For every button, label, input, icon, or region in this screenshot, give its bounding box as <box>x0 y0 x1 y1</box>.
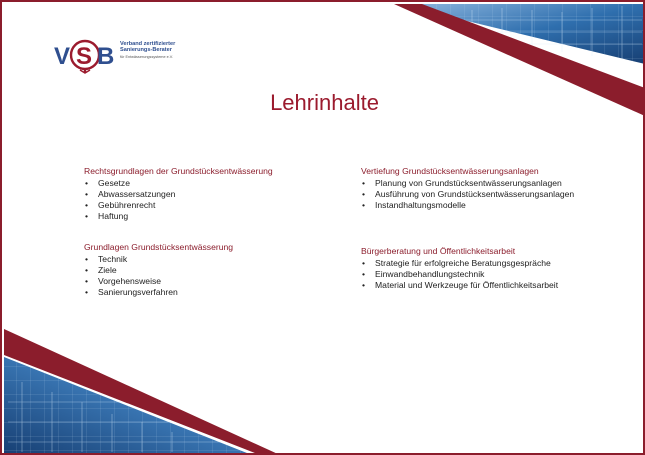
bullet-icon: • <box>362 178 366 188</box>
list-item <box>84 211 344 222</box>
list-item-text: Abwassersatzungen <box>98 189 176 199</box>
list-item-text: Strategie für erfolgreiche Beratungsgespräche <box>375 258 551 268</box>
list-item-text: Vorgehensweise <box>98 276 162 286</box>
bottom-left-building-image <box>4 357 252 455</box>
list-item <box>361 280 621 291</box>
list-item <box>84 276 344 287</box>
bullet-icon: • <box>85 189 89 199</box>
bullet-icon: • <box>85 287 89 297</box>
svg-text:B: B <box>97 43 115 70</box>
bullet-icon: • <box>362 189 366 199</box>
bullet-icon: • <box>85 265 89 275</box>
bullet-icon: • <box>85 276 89 286</box>
list-item <box>361 200 621 211</box>
list-item-text: Ziele <box>98 265 117 275</box>
list-item <box>361 178 621 189</box>
section-heading: Vertiefung Grundstücksentwässerungsanlagen <box>361 166 539 176</box>
section-heading: Rechtsgrundlagen der Grundstücksentwässerung <box>84 166 273 176</box>
bullet-icon: • <box>85 200 89 210</box>
list-item <box>84 265 344 276</box>
section-heading: Bürgerberatung und Öffentlichkeitsarbeit <box>361 246 516 256</box>
bullet-icon: • <box>362 258 366 268</box>
svg-text:S: S <box>76 43 93 70</box>
list-item-text: Gebührenrecht <box>98 200 156 210</box>
bullet-icon: • <box>362 269 366 279</box>
list-item-text: Einwandbehandlungstechnik <box>375 269 485 279</box>
list-item-text: Material und Werkzeuge für Öffentlichkeitsarbeit <box>375 280 559 290</box>
list-item-text: Ausführung von Grundstücksentwässerungsanlagen <box>375 189 575 199</box>
svg-text:V: V <box>54 43 71 70</box>
list-item <box>84 189 344 200</box>
list-item-text: Sanierungsverfahren <box>98 287 178 297</box>
section-buergerberatung <box>361 246 621 291</box>
list-item-text: Instandhaltungsmodelle <box>375 200 466 210</box>
logo-line-1: Verband zertifizierter <box>120 41 176 47</box>
list-item <box>84 287 344 298</box>
list-item-text: Gesetze <box>98 178 131 188</box>
list-item-text: Technik <box>98 254 128 264</box>
page-title: Lehrinhalte <box>270 90 379 115</box>
section-vertiefung <box>361 166 621 211</box>
list-item <box>361 269 621 280</box>
list-item <box>361 189 621 200</box>
list-item <box>361 258 621 269</box>
list-item <box>84 254 344 265</box>
section-heading: Grundlagen Grundstücksentwässerung <box>84 242 234 252</box>
bullet-icon: • <box>362 280 366 290</box>
bullet-icon: • <box>85 254 89 264</box>
logo-line-3: für Entwässerungssysteme e.V. <box>120 54 174 59</box>
bullet-list <box>84 254 344 298</box>
logo-line-2: Sanierungs-Berater <box>120 46 172 53</box>
list-item-text: Haftung <box>98 211 129 221</box>
logo-text <box>120 42 190 59</box>
bullet-icon: • <box>362 200 366 210</box>
list-item <box>84 200 344 211</box>
bullet-icon: • <box>85 178 89 188</box>
bullet-icon: • <box>85 211 89 221</box>
list-item-text: Planung von Grundstücksentwässerungsanlagen <box>375 178 562 188</box>
bullet-list <box>361 258 621 291</box>
section-rechtsgrundlagen <box>84 166 344 222</box>
bullet-list <box>84 178 344 222</box>
bullet-list <box>361 178 621 211</box>
list-item <box>84 178 344 189</box>
section-grundlagen <box>84 242 344 298</box>
